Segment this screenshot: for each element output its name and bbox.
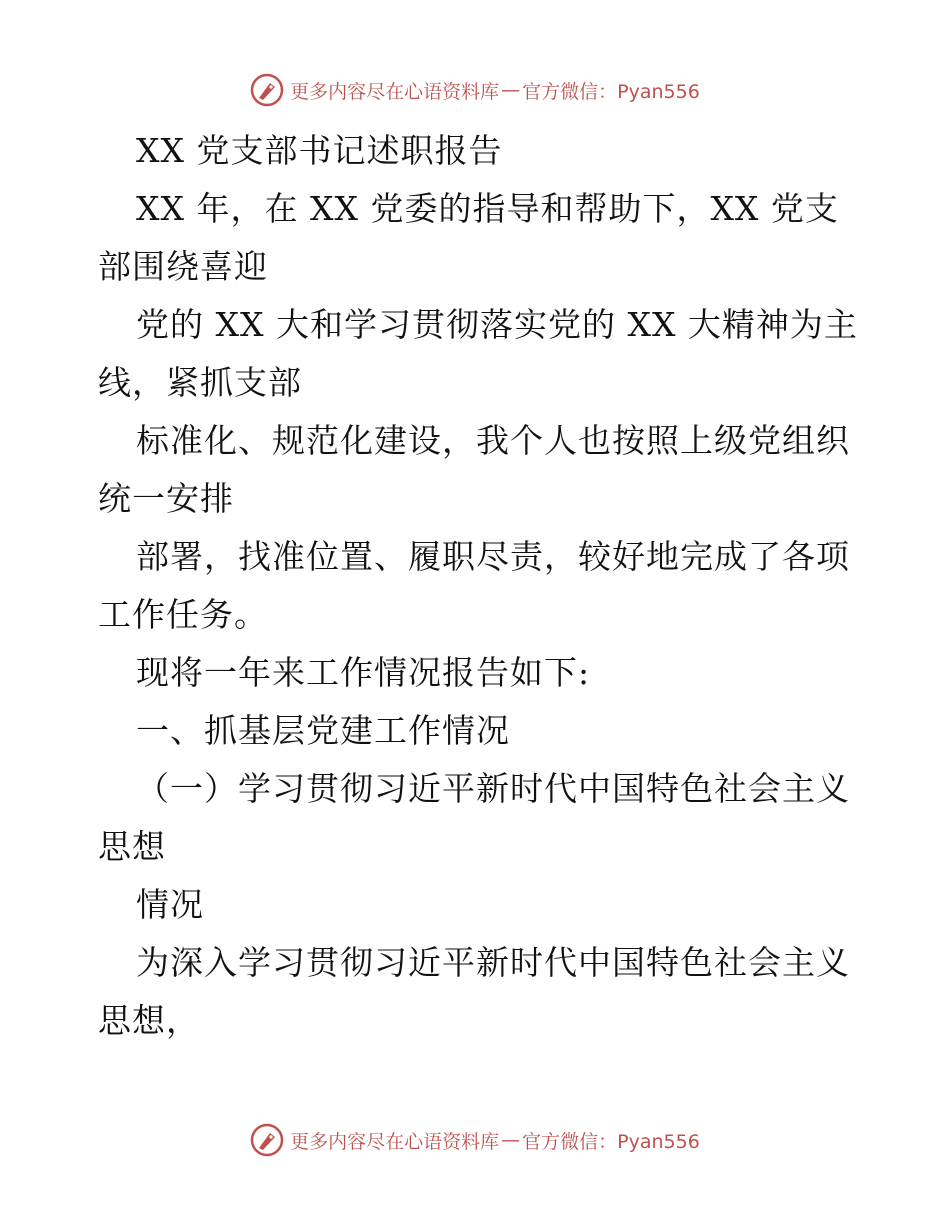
footer-banner (0, 1120, 950, 1160)
subsection-heading: （一）学习贯彻习近平新时代中国特色社会主义思想 (98, 769, 850, 866)
banner-text: 更多内容尽在心语资料库 (290, 1130, 500, 1153)
banner-separator: — (501, 79, 521, 101)
paragraph: 为深入学习贯彻习近平新时代中国特色社会主义思想， (98, 943, 850, 1040)
header-banner (0, 70, 950, 110)
paragraph: 情况 (136, 885, 204, 924)
paragraph: 党的 XX 大和学习贯彻落实党的 XX 大精神为主线，紧抓支部 (98, 305, 858, 402)
banner-wechat: 官方微信：Pyan556 (522, 80, 700, 103)
section-heading: 一、抓基层党建工作情况 (136, 711, 510, 750)
paragraph: 现将一年来工作情况报告如下: (136, 653, 591, 692)
pen-nib-icon (250, 1123, 284, 1157)
paragraph: XX 年，在 XX 党委的指导和帮助下，XX 党支部围绕喜迎 (98, 189, 839, 286)
banner-text: 更多内容尽在心语资料库 (290, 80, 500, 103)
document-body (98, 122, 858, 1050)
paragraph: 部署，找准位置、履职尽责，较好地完成了各项工作任务。 (98, 537, 850, 634)
pen-nib-icon (250, 73, 284, 107)
banner-wechat: 官方微信：Pyan556 (522, 1130, 700, 1153)
paragraph: 标准化、规范化建设，我个人也按照上级党组织统一安排 (98, 421, 850, 518)
document-title: XX 党支部书记述职报告 (136, 131, 503, 170)
banner-separator: — (501, 1129, 521, 1151)
